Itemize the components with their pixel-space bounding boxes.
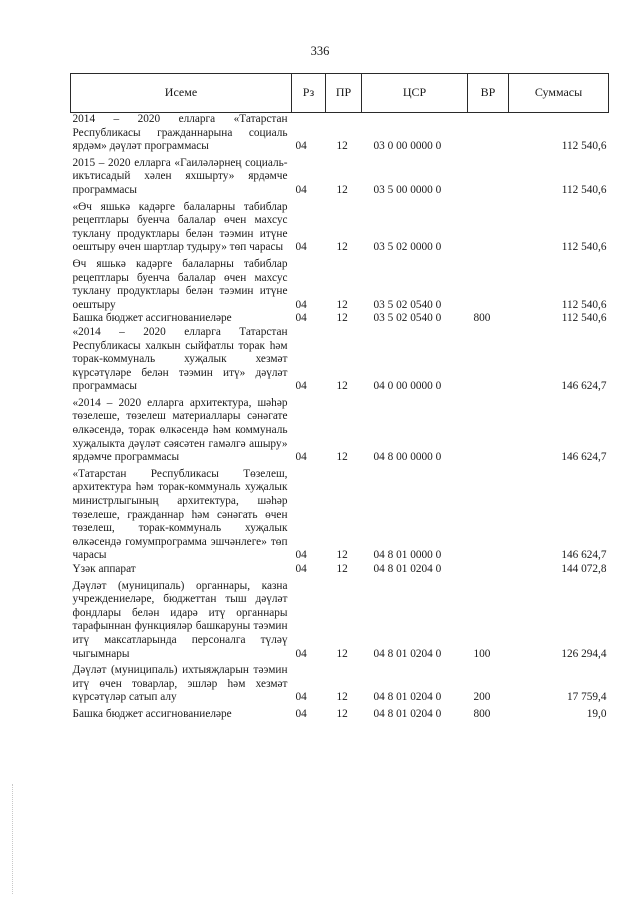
row-csr: 04 0 00 0000 0 <box>373 380 442 393</box>
row-rz: 04 <box>295 707 307 720</box>
row-csr: 04 8 01 0204 0 <box>373 691 442 704</box>
row-vr <box>468 465 509 563</box>
budget-table <box>70 73 609 722</box>
header-rz: Рз <box>292 74 326 113</box>
row-name: Үзәк аппарат <box>72 563 136 575</box>
row-pr: 12 <box>336 140 348 153</box>
header-csr: ЦСР <box>362 74 468 113</box>
row-vr: 800 <box>473 707 491 720</box>
row-sum: 19,0 <box>586 707 607 720</box>
table-row <box>71 198 609 255</box>
row-csr: 04 8 01 0204 0 <box>373 563 442 575</box>
row-rz: 04 <box>295 451 307 464</box>
scan-margin-marks <box>12 784 14 894</box>
row-csr: 03 5 02 0540 0 <box>373 312 442 325</box>
header-vr: ВР <box>468 74 509 113</box>
row-vr: 800 <box>473 312 491 325</box>
row-rz: 04 <box>295 298 307 311</box>
row-csr: 04 8 01 0000 0 <box>373 549 442 562</box>
row-vr <box>468 394 509 465</box>
row-sum: 112 540,6 <box>561 312 607 325</box>
row-pr: 12 <box>336 241 348 254</box>
row-csr: 03 5 02 0000 0 <box>373 241 442 254</box>
row-pr: 12 <box>336 312 348 325</box>
row-sum: 17 759,4 <box>566 691 607 704</box>
row-name: «2014 – 2020 елларга Татарстан Республикасы халкын сыйфатлы торак һәм торак-коммуналь хуҗалык хезмәт күрсәтүләре белән тәэмин итү» дәүләт программасы <box>72 325 288 393</box>
row-name: «2014 – 2020 елларга архитектура, шәһәр төзелеше, төзелеш материаллары сәнәгате өлкәсендә, торак өлкәсендә һәм коммуналь хуҗалыкта дәүләт сәясәтен гамәлгә ашыру» ярдәмче программасы <box>72 396 288 464</box>
row-pr: 12 <box>336 451 348 464</box>
row-csr: 04 8 00 0000 0 <box>373 451 442 464</box>
row-pr: 12 <box>336 380 348 393</box>
row-pr: 12 <box>336 549 348 562</box>
row-name: Башка бюджет ассигнованиеләре <box>72 707 232 720</box>
row-pr: 12 <box>336 707 348 720</box>
row-sum: 146 624,7 <box>561 451 607 464</box>
row-pr: 12 <box>336 298 348 311</box>
table-row <box>71 705 609 722</box>
row-rz: 04 <box>295 563 307 575</box>
row-sum: 144 072,8 <box>561 563 607 575</box>
row-pr: 12 <box>336 647 348 660</box>
row-csr: 04 8 01 0204 0 <box>373 707 442 720</box>
row-name: 2015 – 2020 елларга «Гаиләләрнең социаль-икътисадый хәлен яхшырту» ярдәмче программасы <box>72 156 288 196</box>
row-vr <box>468 255 509 312</box>
row-sum: 112 540,6 <box>561 183 607 196</box>
row-rz: 04 <box>295 647 307 660</box>
table-row <box>71 661 609 705</box>
table-row <box>71 255 609 312</box>
table-row <box>71 154 609 198</box>
row-pr: 12 <box>336 183 348 196</box>
row-sum: 112 540,6 <box>561 140 607 153</box>
row-name: 2014 – 2020 елларга «Татарстан Республикасы гражданнарына социаль ярдәм» дәүләт программасы <box>72 113 288 153</box>
row-vr <box>468 563 509 577</box>
row-rz: 04 <box>295 312 307 325</box>
row-rz: 04 <box>295 140 307 153</box>
row-vr <box>468 113 509 154</box>
row-rz: 04 <box>295 183 307 196</box>
table-row <box>71 326 609 394</box>
row-csr: 03 5 02 0540 0 <box>373 298 442 311</box>
row-sum: 112 540,6 <box>561 241 607 254</box>
table-row <box>71 577 609 662</box>
header-pr: ПР <box>326 74 362 113</box>
row-vr <box>468 154 509 198</box>
row-vr <box>468 326 509 394</box>
row-name: Дәүләт (муниципаль) ихтыяҗларын тәэмин итү өчен товарлар, эшләр һәм хезмәт күрсәтүләр сатып алу <box>72 664 288 704</box>
row-name: Башка бюджет ассигнованиеләре <box>72 312 232 325</box>
table-header-row <box>71 74 609 113</box>
row-rz: 04 <box>295 241 307 254</box>
table-row <box>71 113 609 154</box>
row-name: Дәүләт (муниципаль) органнары, казна учреждениеләре, бюджеттан тыш дәүләт фондлары белән идарә итү органнары тарафыннан функцияләр башкаруны тәэмин итү максатларында персоналга түләү чыгымнары <box>72 579 288 660</box>
table-row <box>71 563 609 577</box>
table-row <box>71 394 609 465</box>
row-rz: 04 <box>295 549 307 562</box>
row-csr: 04 8 01 0204 0 <box>373 647 442 660</box>
table-row <box>71 465 609 563</box>
row-sum: 112 540,6 <box>561 298 607 311</box>
row-vr <box>468 198 509 255</box>
row-sum: 126 294,4 <box>561 647 607 660</box>
row-rz: 04 <box>295 380 307 393</box>
row-pr: 12 <box>336 691 348 704</box>
row-name: Өч яшькә кадәрге балаларны табиблар рецептлары буенча балалар өчен махсус туклану продуктлары белән тәэмин итүне оештыру <box>72 257 288 311</box>
row-name: «Өч яшькә кадәрге балаларны табиблар рецептлары буенча балалар өчен махсус туклану продуктлары белән тәэмин итүне оештыру өчен шартлар тудыру» төп чарасы <box>72 200 288 254</box>
header-name: Исеме <box>71 74 292 113</box>
row-sum: 146 624,7 <box>561 380 607 393</box>
row-name: «Татарстан Республикасы Төзелеш, архитектура һәм торак-коммуналь хуҗалык министрлыгының архитектура, шәһәр төзелеше, гражданнар һәм сәнәгать өчен төзелеш, торак-коммуналь хуҗалык өлкәсендә гомумпрограмма эшчәнлеге» төп чарасы <box>72 467 288 562</box>
row-vr: 200 <box>473 691 491 704</box>
row-sum: 146 624,7 <box>561 549 607 562</box>
row-rz: 04 <box>295 691 307 704</box>
row-csr: 03 0 00 0000 0 <box>373 140 442 153</box>
row-vr: 100 <box>473 647 491 660</box>
header-sum: Суммасы <box>509 74 609 113</box>
row-pr: 12 <box>336 563 348 575</box>
table-row <box>71 312 609 326</box>
page-number: 336 <box>310 44 330 58</box>
row-csr: 03 5 00 0000 0 <box>373 183 442 196</box>
